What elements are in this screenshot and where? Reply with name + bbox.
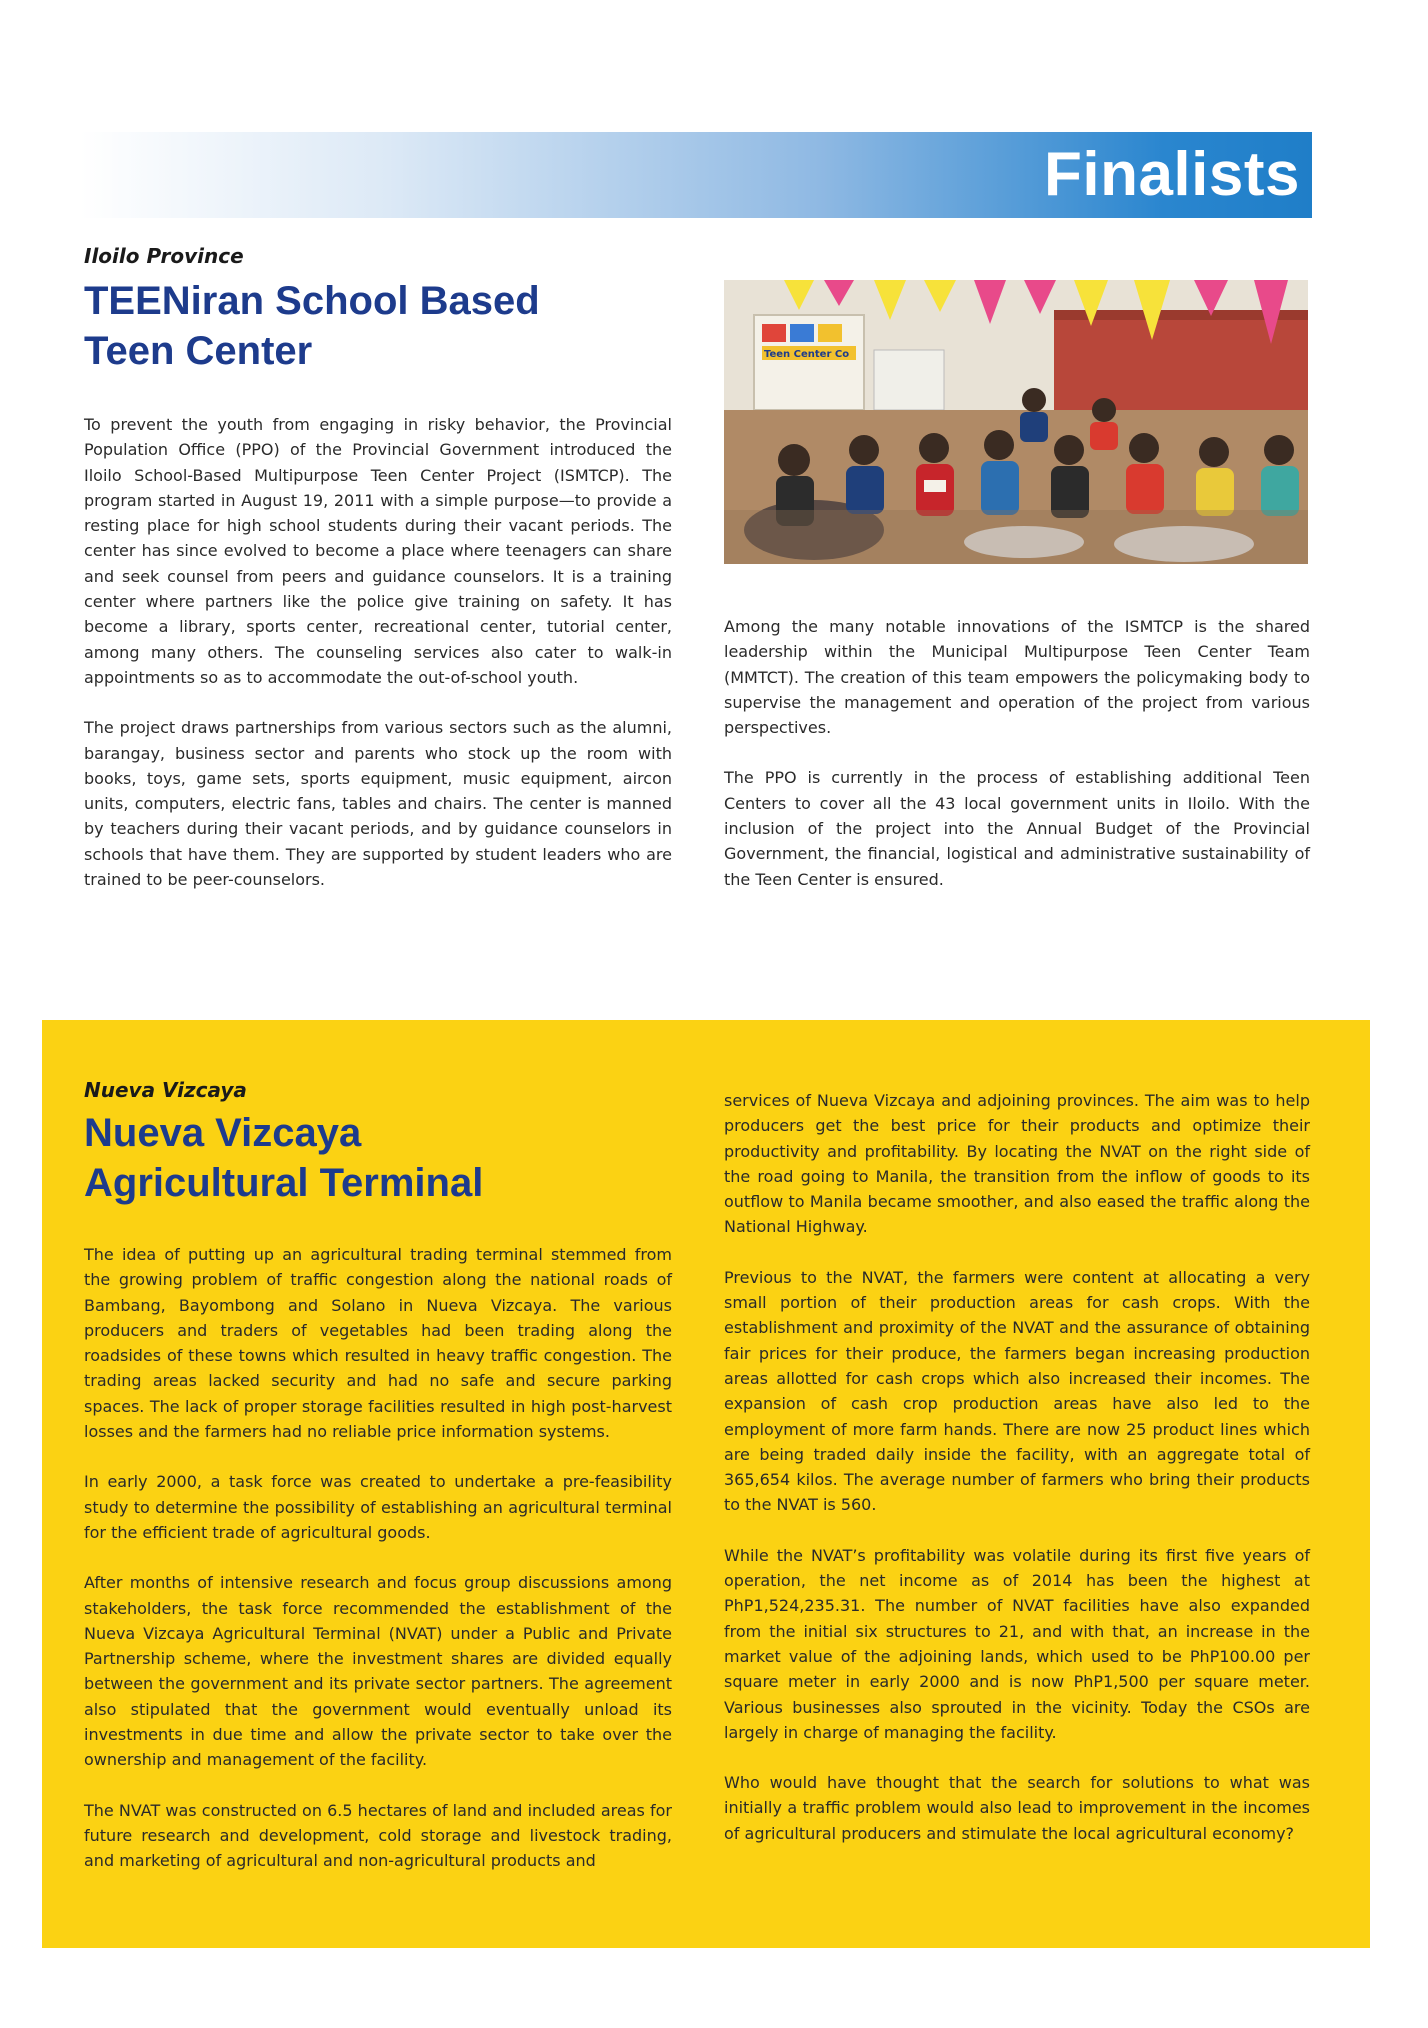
section2-left-column [84,1242,672,1874]
section2-right-paragraph: Previous to the NVAT, the farmers were content at allocating a very small portion of their production areas for cash crops. With the establishment and proximity of the NVAT and the assurance of obtaining fair prices for their produce, the farmers began increasing production areas allotted for cash crops which also increased their incomes. The expansion of cash crop production areas have also led to the employment of more farm hands. There are now 25 product lines which are being traded daily inside the facility, with an aggregate total of 365,654 kilos. The average number of farmers who bring their products to the NVAT is 560. [724,1267,1310,1515]
section2-title-line2: Agricultural Terminal [84,1161,484,1205]
section2-right-paragraph: Who would have thought that the search for solutions to what was initially a traffic problem would also lead to improvement in the incomes of agricultural producers and stimulate the local agricultural economy? [724,1773,1310,1843]
section1-province: Iloilo Province [84,244,244,268]
section1-left-paragraph: The project draws partnerships from various sectors such as the alumni, barangay, business sector and parents who stock up the room with books, toys, game sets, sports equipment, music equipment, aircon units, computers, electric fans, tables and chairs. The center is manned by teachers during their vacant periods, and by guidance counselors in schools that have them. They are supported by student leaders who are trained to be peer-counselors. [84,718,672,890]
section1-title-line1: TEENiran School Based [84,279,540,323]
section1-right-column [724,614,1310,892]
section1-title-line2: Teen Center [84,329,313,373]
section1-left-column [84,412,672,892]
section2-title [84,1108,483,1208]
section1-right-paragraph: Among the many notable innovations of the ISMTCP is the shared leadership within the Municipal Multipurpose Teen Center Team (MMTCT). The creation of this team empowers the policymaking body to supervise the management and operation of the project from various perspectives. [724,617,1310,738]
section2-left-paragraph: After months of intensive research and focus group discussions among stakeholders, the task force recommended the establishment of the Nueva Vizcaya Agricultural Terminal (NVAT) under a Public and Private Partnership scheme, where the investment shares are divided equally between the government and its private sector partners. The agreement also stipulated that the government would eventually unload its investments in due time and allow the private sector to take over the ownership and management of the facility. [84,1573,672,1770]
section2-left-paragraph: The idea of putting up an agricultural trading terminal stemmed from the growing problem of traffic congestion along the national roads of Bambang, Bayombong and Solano in Nueva Vizcaya. The various producers and traders of vegetables had been trading along the roadsides of these towns which resulted in heavy traffic congestion. The trading areas lacked security and had no safe and secure parking spaces. The lack of proper storage facilities resulted in high post-harvest losses and the farmers had no reliable price information systems. [84,1245,672,1442]
section2-title-line1: Nueva Vizcaya [84,1111,362,1155]
section2-left-paragraph: The NVAT was constructed on 6.5 hectares of land and included areas for future research and development, cold storage and livestock trading, and marketing of agricultural and non-agricultural products and [84,1800,672,1871]
banner-title: Finalists [1043,140,1300,209]
section1-left-paragraph: To prevent the youth from engaging in risky behavior, the Provincial Population Office (PPO) of the Provincial Government introduced the Iloilo School-Based Multipurpose Teen Center Project (ISMTCP). The program started in August 19, 2011 with a simple purpose—to provide a resting place for high school students during their vacant periods. The center has since evolved to become a place where teenagers can share and seek counsel from peers and guidance counselors. It is a training center where partners like the police give training on safety. It has become a library, sports center, recreational center, tutorial center, among many others. The counseling services also cater to walk-in appointments so as to accommodate the out-of-school youth. [84,415,672,687]
section1-right-paragraph: The PPO is currently in the process of establishing additional Teen Centers to cover all the 43 local government units in Iloilo. With the inclusion of the project into the Annual Budget of the Provincial Government, the financial, logistical and administrative sustainability of the Teen Center is ensured. [724,768,1310,889]
section2-right-paragraph: services of Nueva Vizcaya and adjoining provinces. The aim was to help producers get the best price for their products and optimize their productivity and profitability. By locating the NVAT on the right side of the road going to Manila, the transition from the inflow of goods to its outflow to Manila became smoother, and also eased the traffic along the National Highway. [724,1091,1310,1237]
teen-center-photo [724,280,1308,564]
section2-right-column [724,1088,1310,1846]
section2-right-paragraph: While the NVAT’s profitability was volatile during its first five years of operation, the net income as of 2014 has been the highest at PhP1,524,235.31. The number of NVAT facilities have also expanded from the initial six structures to 21, and with that, an increase in the market value of the adjoining lands, which used to be PhP100.00 per square meter in early 2000 and is now PhP1,500 per square meter. Various businesses also sprouted in the vicinity. Today the CSOs are largely in charge of managing the facility. [724,1545,1310,1742]
section1-title [84,276,540,376]
teen-center-photo-illustration [724,280,1308,564]
section2-province: Nueva Vizcaya [84,1078,247,1102]
finalists-banner [80,132,1312,218]
section2-left-paragraph: In early 2000, a task force was created to undertake a pre-feasibility study to determine the possibility of establishing an agricultural terminal for the efficient trade of agricultural goods. [84,1472,672,1542]
photo-sign-label: Teen Center Co [764,349,850,360]
